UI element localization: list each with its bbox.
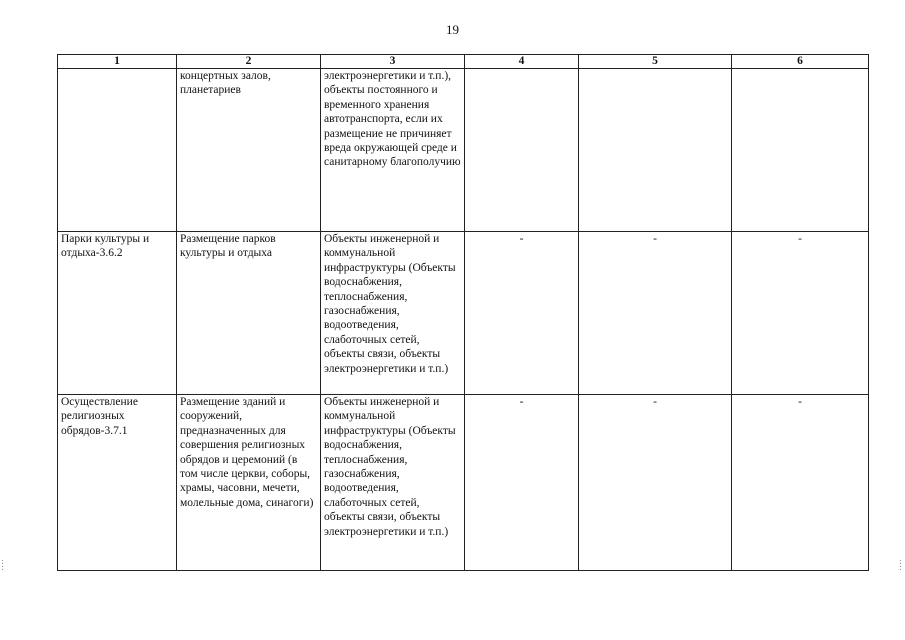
cell-col4: - bbox=[465, 395, 579, 571]
scan-edge-mark-left bbox=[2, 560, 3, 572]
cell-col6 bbox=[732, 69, 869, 232]
table-row bbox=[58, 232, 869, 395]
table-row bbox=[58, 395, 869, 571]
column-header-3: 3 bbox=[321, 55, 465, 69]
cell-col4: - bbox=[465, 232, 579, 395]
cell-col5: - bbox=[579, 232, 732, 395]
column-header-2: 2 bbox=[177, 55, 321, 69]
table-row bbox=[58, 69, 869, 232]
cell-auxiliary-objects: электроэнергетики и т.п.), объекты постоянного и временного хранения автотранспорта, если их размещение не причиняет вреда окружающей среде и санитарному благополучию bbox=[321, 69, 465, 232]
cell-auxiliary-objects: Объекты инженерной и коммунальной инфраструктуры (Объекты водоснабжения, теплоснабжения, газоснабжения, водоотведения, слаботочных сетей, объекты связи, объекты электроэнергетики и т.п.) bbox=[321, 395, 465, 571]
cell-col6: - bbox=[732, 232, 869, 395]
cell-land-use-type: Парки культуры и отдыха-3.6.2 bbox=[58, 232, 177, 395]
cell-col4 bbox=[465, 69, 579, 232]
cell-col5: - bbox=[579, 395, 732, 571]
column-header-4: 4 bbox=[465, 55, 579, 69]
regulations-table bbox=[57, 54, 869, 571]
cell-description: концертных залов, планетариев bbox=[177, 69, 321, 232]
page-number: 19 bbox=[446, 22, 459, 37]
scan-edge-mark-right bbox=[900, 560, 901, 572]
cell-description: Размещение зданий и сооружений, предназначенных для совершения религиозных обрядов и церемоний (в том числе церкви, соборы, храмы, часовни, мечети, молельные дома, синагоги) bbox=[177, 395, 321, 571]
cell-col5 bbox=[579, 69, 732, 232]
column-header-5: 5 bbox=[579, 55, 732, 69]
cell-col6: - bbox=[732, 395, 869, 571]
table-header-row bbox=[58, 55, 869, 69]
column-header-6: 6 bbox=[732, 55, 869, 69]
column-header-1: 1 bbox=[58, 55, 177, 69]
cell-land-use-type bbox=[58, 69, 177, 232]
cell-auxiliary-objects: Объекты инженерной и коммунальной инфраструктуры (Объекты водоснабжения, теплоснабжения, газоснабжения, водоотведения, слаботочных сетей, объекты связи, объекты электроэнергетики и т.п.) bbox=[321, 232, 465, 395]
cell-land-use-type: Осуществление религиозных обрядов-3.7.1 bbox=[58, 395, 177, 571]
cell-description: Размещение парков культуры и отдыха bbox=[177, 232, 321, 395]
